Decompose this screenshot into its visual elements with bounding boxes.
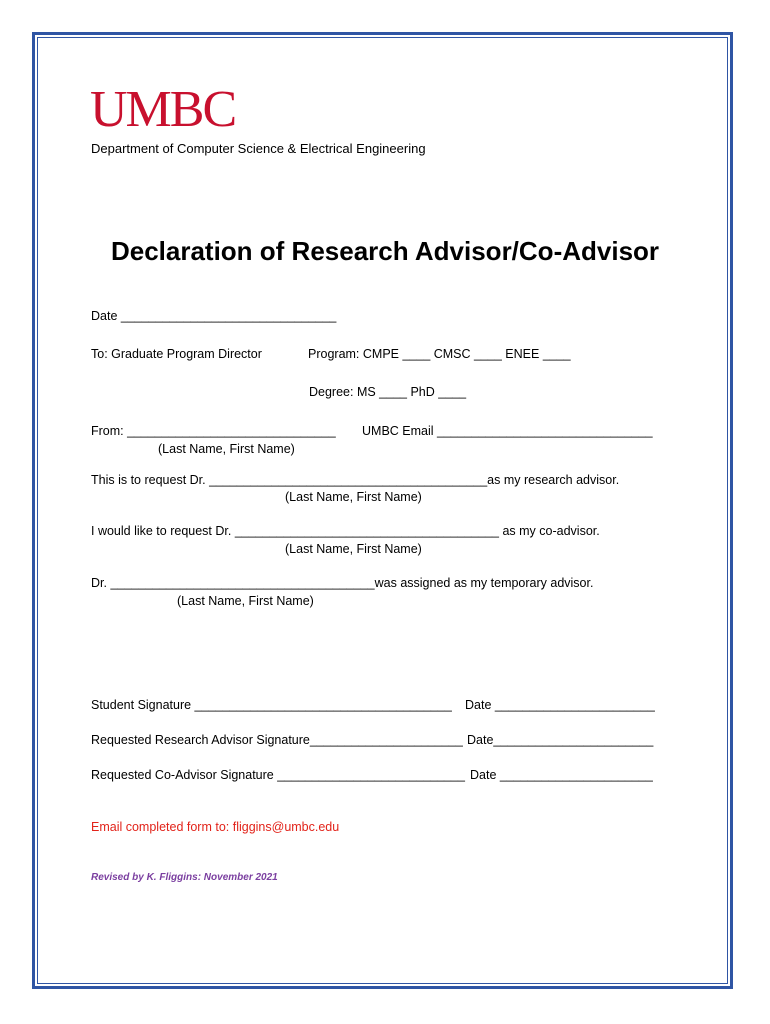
temporary-advisor-line[interactable]: Dr. ______________________________________was assigned as my temporary advisor.: [91, 576, 594, 590]
umbc-logo: UMBC: [90, 81, 236, 138]
name-hint-temporary: (Last Name, First Name): [177, 594, 314, 608]
degree-field[interactable]: Degree: MS ____ PhD ____: [309, 385, 467, 399]
email-instructions: Email completed form to: fliggins@umbc.edu: [91, 820, 340, 834]
date-field[interactable]: Date _______________________________: [91, 309, 337, 323]
coadvisor-request[interactable]: I would like to request Dr. ______________________________________ as my co-advisor.: [91, 524, 600, 538]
program-field[interactable]: Program: CMPE ____ CMSC ____ ENEE ____: [308, 347, 571, 361]
to-line: To: Graduate Program Director: [91, 347, 262, 361]
research-advisor-signature-field[interactable]: Requested Research Advisor Signature______________________: [91, 733, 463, 747]
student-signature-field[interactable]: Student Signature _____________________________________: [91, 698, 452, 712]
name-hint-coadvisor: (Last Name, First Name): [285, 542, 422, 556]
student-date-field[interactable]: Date _______________________: [465, 698, 655, 712]
umbc-email-field[interactable]: UMBC Email _______________________________: [362, 424, 653, 438]
from-field[interactable]: From: ______________________________: [91, 424, 336, 438]
name-hint-research: (Last Name, First Name): [285, 490, 422, 504]
name-hint-from: (Last Name, First Name): [158, 442, 295, 456]
coadvisor-date-field[interactable]: Date ______________________: [470, 768, 653, 782]
research-advisor-request[interactable]: This is to request Dr. ________________________________________as my research advisor.: [91, 473, 620, 487]
department-name: Department of Computer Science & Electrical Engineering: [91, 141, 426, 156]
page-border: [32, 32, 733, 989]
coadvisor-signature-field[interactable]: Requested Co-Advisor Signature ___________________________: [91, 768, 465, 782]
research-advisor-date-field[interactable]: Date_______________________: [467, 733, 654, 747]
revision-note: Revised by K. Fliggins: November 2021: [91, 872, 278, 883]
form-title: Declaration of Research Advisor/Co-Advisor: [110, 236, 660, 266]
